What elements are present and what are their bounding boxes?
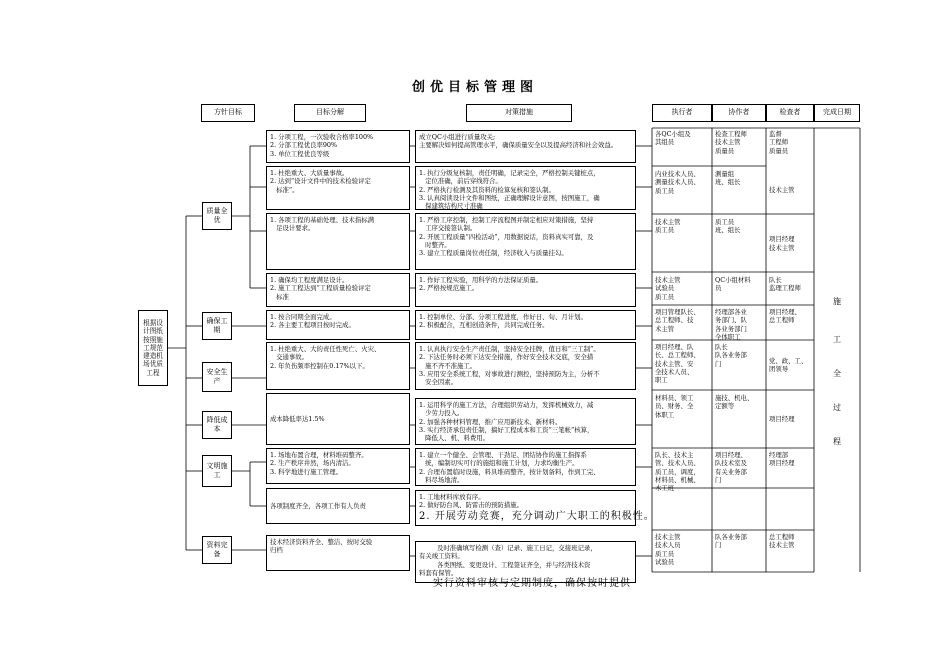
goal-line: 1. 分项工程，一次验收合格率100% — [270, 133, 374, 141]
deadline-char: 施 — [833, 297, 841, 306]
executor-line: 各QC小组及 — [655, 130, 691, 138]
category-civilized: 文明施工 — [202, 455, 232, 487]
measure-line: 3. 应用安全系统工程，对事故进行测控，坚持预防为主，分析不 — [419, 369, 600, 378]
assistant-cell-3 — [712, 216, 766, 271]
executor-line: 项目管理队长、 — [655, 308, 700, 316]
inspector-line: 技术主管 — [769, 541, 795, 550]
assistant-line: 班、组长 — [715, 226, 741, 235]
inspector-cell-5 — [766, 306, 814, 339]
executor-cell-8 — [652, 449, 712, 493]
executor-line: 项目经理、队 — [655, 343, 694, 351]
goal-line: 2. 各主要工程项目按时完成。 — [270, 321, 355, 330]
goal-box-7 — [266, 393, 410, 445]
header-policy: 方针目标 — [201, 104, 255, 122]
inspector-line: 党、政、工、 — [769, 356, 808, 365]
measure-line: 保建筑结构尺寸准确 — [419, 202, 483, 211]
assistant-cell-6 — [712, 341, 766, 389]
inspector-line: 项目经理 — [769, 459, 795, 468]
executor-line: 职工 — [655, 376, 668, 385]
measure-line: 降低人、机、料费用。 — [419, 434, 490, 443]
executor-line: 测量技术人员、 — [655, 178, 700, 187]
inspector-line: 项目经理、 — [769, 308, 801, 316]
measure-line: 及时准确填写检测（查）记录、施工日记，交接班记录， — [437, 544, 597, 552]
assistant-line: 门 — [715, 359, 722, 368]
assistant-line: 队各业务部 — [715, 351, 747, 360]
assistant-line: 定额等 — [715, 402, 735, 411]
measure-line: 2. 严格执行检测及其资料的检算复核和签认制。 — [419, 185, 555, 194]
assistant-cell-2 — [712, 168, 766, 213]
executor-line: 全技术人员、 — [655, 367, 694, 376]
measure-line: 3. 实行经济承包责任制，搞好工程成本和工资“三笔帐”核算， — [419, 425, 594, 434]
measure-line: 1. 控制单位、分部、分项工程进度，作好日、旬、月计划。 — [419, 313, 587, 321]
measure-line: 有关竣工资料。 — [419, 552, 464, 561]
goal-line: 标准 — [270, 292, 289, 301]
measure-line: 施不齐不准施工。 — [419, 361, 477, 370]
goal-box-8 — [266, 448, 410, 484]
executor-line: 质工员 — [655, 186, 675, 195]
executor-line: 队长、技术主 — [655, 451, 694, 459]
assistant-cell-4 — [712, 274, 766, 304]
measure-line: 3. 建立工程质量岗位责任制，经济收入与质量挂勾。 — [419, 249, 568, 258]
executor-line: 技术主管 — [655, 276, 681, 284]
assistant-line: 经理部各业 — [715, 308, 747, 316]
assistant-cell-10 — [712, 531, 766, 571]
measure-line: 料套有保管。 — [419, 568, 458, 577]
measure-line: 2. 加强各种材料管理，推广应用新技术、新材料。 — [419, 417, 562, 426]
goal-line: 1. 杜绝重大、大的责任性死亡、火灾、 — [270, 345, 381, 353]
goal-line: 1. 场地布置合理，材料堆码整齐。 — [270, 451, 368, 459]
executor-cell-5 — [652, 306, 712, 339]
executor-line: 内业技术人员、 — [655, 170, 700, 178]
assistant-line: 队各业务部 — [715, 533, 747, 541]
inspector-line: 团领导 — [769, 365, 789, 373]
category-schedule: 确保工期 — [202, 312, 232, 340]
goal-box-10 — [266, 535, 410, 571]
executor-line: 技术主管、安 — [655, 359, 694, 368]
executor-line: 质工员 — [655, 292, 675, 301]
executor-line: 木工班 — [655, 484, 675, 493]
assistant-line: 班、组长 — [715, 178, 741, 187]
deadline-char: 工 — [833, 335, 841, 344]
measure-box-7 — [415, 398, 636, 445]
goal-line: 2. 分部工程优良率90% — [270, 141, 338, 150]
goal-line: 1. 按合同期全面完成。 — [270, 313, 336, 321]
executor-line: 质工员 — [655, 226, 675, 235]
executor-line: 体职工 — [655, 410, 675, 419]
assistant-line: 全体职工 — [715, 332, 741, 341]
goal-line: 2. 达到“设计文件中的技术检验评定 — [270, 177, 371, 186]
executor-line: 技术人员 — [655, 541, 681, 550]
deadline-char: 程 — [833, 437, 841, 446]
assistant-line: 检查工程师 — [715, 130, 747, 138]
goal-box-4 — [266, 273, 410, 307]
assistant-line: 质量员 — [715, 146, 735, 155]
measure-line: 主要解决如何提高管理水平，确保质量安全以及提高经济和社会效益。 — [419, 141, 618, 150]
inspector-cell-4 — [766, 274, 814, 304]
inspector-line: 监理工程师 — [769, 284, 801, 293]
assistant-line: 技术主管 — [715, 138, 741, 147]
assistant-cell-1 — [712, 128, 766, 166]
deadline-char: 过 — [833, 403, 841, 412]
goal-line: 1. 各项工程的基础处理、技术指标满 — [270, 216, 374, 224]
goal-line: 归档 — [270, 546, 283, 555]
executor-line: 试验员 — [655, 557, 675, 566]
executor-line: 材料员、领工 — [655, 394, 694, 402]
header-executor: 执行者 — [652, 104, 712, 122]
measure-box-6 — [415, 342, 636, 390]
goal-box-2 — [266, 166, 410, 210]
header-inspector: 检查者 — [766, 104, 814, 122]
page-title: 创优目标管理图 — [411, 80, 538, 95]
inspector-line: 技术主管 — [769, 186, 795, 195]
inspector-cell-7 — [766, 392, 814, 447]
measure-line: 2. 积极配合，互相创造条件，共同完成任务。 — [419, 321, 549, 330]
category-documents: 资料完备 — [202, 536, 232, 564]
measure-box-2 — [415, 166, 636, 210]
measure-line: 各类图纸、变更设计、工程签证齐全，并与经济技术资 — [437, 560, 591, 569]
category-quality: 质量全优 — [202, 202, 232, 230]
goal-box-3 — [266, 213, 410, 270]
measure-line: 1. 认真执行安全生产责任制，坚持安全挂牌，值日和“三工制”。 — [419, 345, 600, 353]
assistant-line: 质工员 — [715, 218, 735, 226]
measure-line: 2. 做好防台风、防雷击的预防措施。 — [419, 501, 523, 510]
measure-line: 1. 工地材料库放有序。 — [419, 493, 485, 501]
measure-line: 定位准确，前后穿线符合。 — [419, 177, 502, 186]
header-measures: 对策措施 — [466, 104, 572, 122]
inspector-line: 技术主管 — [769, 243, 795, 252]
measure-line: 时整齐。 — [419, 240, 451, 249]
inspector-cell-10 — [766, 531, 814, 571]
goal-line: 足设计要求。 — [270, 224, 315, 233]
inspector-line: 经理部 — [769, 451, 789, 459]
assistant-line: 队长 — [715, 343, 728, 351]
category-cost: 降低成本 — [202, 411, 232, 439]
inspector-cell-6 — [766, 341, 814, 389]
inspector-line: 工程师 — [769, 138, 789, 147]
measure-box-5 — [415, 310, 636, 340]
category-safety: 安全生产 — [202, 362, 232, 392]
inspector-line: 队长 — [769, 276, 782, 284]
goal-line: 1. 确保均工程度满足设计。 — [270, 276, 349, 284]
executor-line: 技术主管 — [655, 533, 681, 541]
header-deadline: 完成日期 — [814, 104, 860, 122]
executor-line: 试验员 — [655, 284, 675, 293]
inspector-line: 监督 — [769, 130, 782, 138]
measure-line: 成立QC小组进行质量攻关; — [419, 133, 496, 141]
deadline-char: 全 — [833, 369, 841, 378]
inspector-line: 项目经理 — [769, 415, 795, 424]
executor-line: 员、财务、全 — [655, 402, 694, 411]
executor-line: 材料员、机械、 — [655, 475, 700, 484]
measure-box-4 — [415, 273, 636, 307]
goal-line: 1. 杜绝重大、大质量事故。 — [270, 169, 349, 177]
goal-box-6 — [266, 342, 410, 390]
goal-line: 技术经济资料齐全、整洁、按时交验 — [270, 538, 373, 546]
assistant-line: QC小组材料 — [715, 276, 751, 284]
measure-line: 2. 下达任务时必须下达安全措施，作好安全技术交底，安全措 — [419, 353, 594, 362]
header-breakdown: 目标分解 — [294, 104, 366, 122]
measure-line: 工序交接签认制。 — [419, 224, 477, 233]
inspector-line: 总工程师 — [769, 533, 795, 541]
executor-cell-10 — [652, 531, 712, 571]
inspector-cell-3 — [766, 216, 814, 271]
assistant-line: 员 — [715, 284, 722, 293]
measure-line: 1. 作好工程实验，用科学的方法保证质量。 — [419, 276, 543, 284]
measure-box-10 — [415, 541, 636, 590]
executor-line: 长、总工程师、 — [655, 351, 700, 360]
measure-line-large: 2. 开展劳动竞赛，充分调动广大职工的积极性。 — [419, 510, 655, 522]
measure-box-3 — [415, 213, 636, 270]
inspector-line: 总工程师 — [769, 316, 795, 325]
goal-box-5 — [266, 310, 410, 340]
root-goal-node: 根据设计图纸按照施工规范建造机场优质工程 — [138, 310, 168, 386]
goal-line: 3. 科学地进行施工管理。 — [270, 467, 343, 476]
assistant-line: 队技术室及 — [715, 459, 747, 468]
measure-box-8 — [415, 448, 636, 486]
assistant-cell-5 — [712, 306, 766, 339]
goal-line: 2. 施工工程达到“工程质量检验评定 — [270, 284, 371, 293]
goal-line: 2. 年负伤频率控制在0.17%以下。 — [270, 361, 369, 370]
inspector-cell-2 — [766, 168, 814, 213]
goal-line: 成本降低率达1.5% — [270, 414, 325, 423]
goal-line: 标准”。 — [270, 185, 299, 194]
assistant-line: 有关业务部 — [715, 467, 747, 476]
executor-line: 管、技术人员、 — [655, 459, 700, 468]
executor-line: 其组员 — [655, 138, 675, 147]
measure-line-large: 实行资料审核与定期制度，确保按时提供 — [433, 578, 631, 590]
executor-cell-6 — [652, 341, 712, 389]
measure-line: 1. 执行分级复核制，责任明确，记录完全，严格控制关键桩点， — [419, 169, 600, 177]
measure-line: 3. 认真阅读设计文件和图纸，正确理解设计意图，按图施工，确 — [419, 193, 600, 202]
measure-line: 1. 建立一个健全、会管理、干劲足、团结协作的施工指挥系 — [419, 451, 587, 459]
executor-cell-2 — [652, 168, 712, 213]
executor-cell-7 — [652, 392, 712, 447]
measure-line: 1. 严格工序控制，控制工序流程图并制定相应对策措施，坚持 — [419, 216, 594, 224]
goal-box-9 — [266, 488, 410, 524]
executor-line: 总工程师、技 — [655, 316, 694, 325]
assistant-line: 施技、机电、 — [715, 394, 754, 402]
measure-line: 2. 合理布置临时设施，料具堆码整齐，按计划备料，作到工完、 — [419, 467, 600, 476]
executor-line: 技术主管 — [655, 218, 681, 226]
assistant-line: 务部门、队 — [715, 316, 747, 325]
measure-line: 统，编制切实可行的施组和施工计划，力求均衡生产。 — [419, 459, 579, 468]
inspector-line: 项目经理 — [769, 235, 795, 244]
measure-line: 少劳力投入。 — [419, 409, 464, 418]
goal-box-1 — [266, 130, 410, 163]
inspector-cell-1 — [766, 128, 814, 166]
header-assistant: 协作者 — [712, 104, 766, 122]
assistant-line: 门 — [715, 541, 722, 550]
goal-line: 3. 单位工程优良等级 — [270, 149, 330, 158]
executor-cell-3 — [652, 216, 712, 271]
assistant-cell-8 — [712, 449, 766, 487]
assistant-cell-7 — [712, 392, 766, 447]
assistant-line: 门 — [715, 475, 722, 484]
measure-line: 2. 严格按规范施工。 — [419, 284, 479, 293]
assistant-line: 测量组 — [715, 170, 735, 178]
measure-line: 料尽场地清。 — [419, 475, 464, 484]
executor-cell-4 — [652, 274, 712, 304]
measure-box-1 — [415, 130, 636, 163]
executor-line: 术主管 — [655, 324, 675, 333]
measure-line: 1. 运用科学的施工方法，合理组织劳动力，发挥机械效力，减 — [419, 401, 594, 409]
executor-cell-1 — [652, 128, 712, 166]
inspector-line: 质量员 — [769, 146, 789, 155]
inspector-cell-8 — [766, 449, 814, 487]
goal-line: 2. 生产秩序井然，场内清洁。 — [270, 459, 355, 468]
goal-line: 各项制度齐全，各项工作有人负责 — [270, 501, 366, 510]
assistant-line: 各业务部门 — [715, 324, 747, 333]
measure-line: 安全因素。 — [419, 378, 458, 387]
executor-line: 质工员 — [655, 549, 675, 558]
goal-line: 交通事故。 — [270, 353, 309, 362]
measure-line: 2. 开展工程质量“四检活动”，用数据说话，资料真实可靠，及 — [419, 232, 594, 241]
assistant-line: 项目经理、 — [715, 451, 747, 459]
measure-box-9 — [415, 490, 655, 526]
executor-line: 质工员，调度， — [655, 467, 700, 476]
